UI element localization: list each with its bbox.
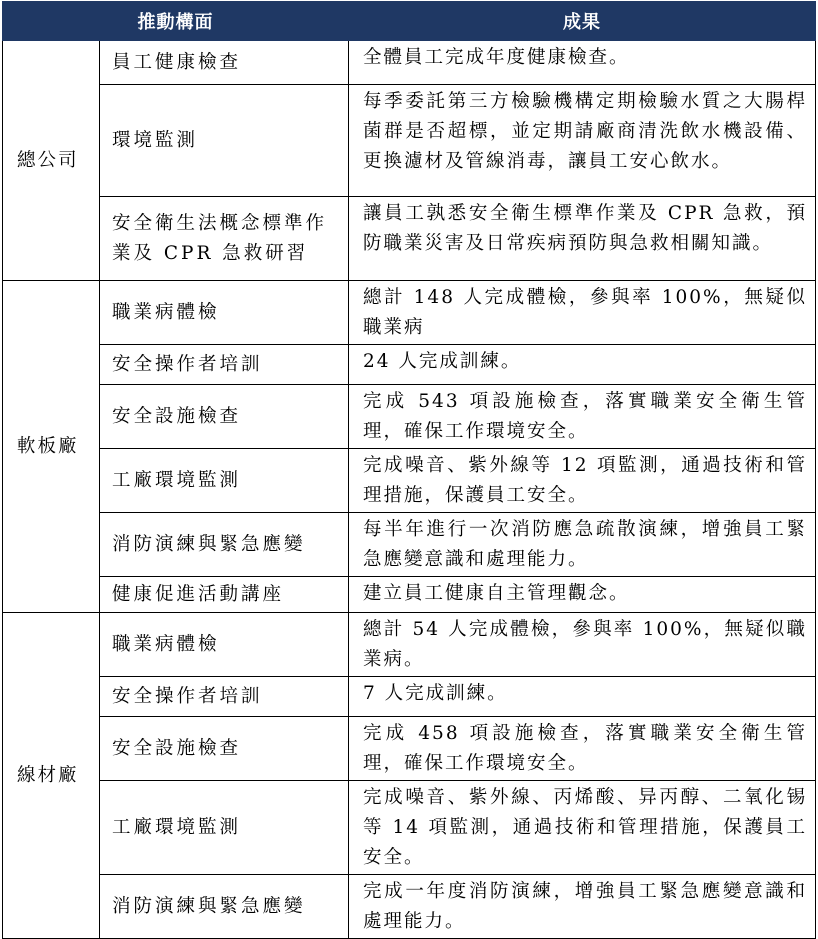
aspect-cell: 健康促進活動講座 — [100, 577, 349, 613]
table-row — [3, 613, 816, 677]
table-row — [3, 385, 816, 449]
result-cell: 建立員工健康自主管理觀念。 — [349, 577, 816, 613]
result-cell: 每季委託第三方檢驗機構定期檢驗水質之大腸桿菌群是否超標，並定期請廠商清洗飲水機設備、更換濾材及管線消毒，讓員工安心飲水。 — [349, 85, 816, 197]
header-aspect: 推動構面 — [3, 2, 349, 41]
result-cell: 總計 148 人完成體檢，參與率 100%，無疑似職業病 — [349, 281, 816, 345]
aspect-cell: 工廠環境監測 — [100, 449, 349, 513]
aspect-cell: 安全操作者培訓 — [100, 677, 349, 717]
aspect-cell: 安全操作者培訓 — [100, 345, 349, 385]
result-cell: 完成 543 項設施檢查，落實職業安全衛生管理，確保工作環境安全。 — [349, 385, 816, 449]
table-row — [3, 513, 816, 577]
aspect-cell: 安全設施檢查 — [100, 717, 349, 781]
result-cell: 完成一年度消防演練，增強員工緊急應變意識和處理能力。 — [349, 875, 816, 939]
table-row — [3, 875, 816, 939]
site-cell: 線材廠 — [3, 613, 100, 939]
aspect-cell: 工廠環境監測 — [100, 781, 349, 875]
aspect-cell: 職業病體檢 — [100, 281, 349, 345]
table-row — [3, 85, 816, 197]
header-row — [3, 2, 816, 41]
table-row — [3, 345, 816, 385]
aspect-cell: 員工健康檢查 — [100, 41, 349, 85]
aspect-cell: 安全設施檢查 — [100, 385, 349, 449]
result-cell: 讓員工孰悉安全衛生標準作業及 CPR 急救，預防職業災害及日常疾病預防與急救相關知識。 — [349, 197, 816, 281]
table-row — [3, 577, 816, 613]
site-cell: 軟板廠 — [3, 281, 100, 613]
result-cell: 完成噪音、紫外線、丙烯酸、异丙醇、二氧化锡等 14 項監測，通過技術和管理措施，保護員工安全。 — [349, 781, 816, 875]
result-cell: 完成噪音、紫外線等 12 項監測，通過技術和管理措施，保護員工安全。 — [349, 449, 816, 513]
table-row — [3, 781, 816, 875]
table-row — [3, 197, 816, 281]
result-cell: 總計 54 人完成體檢，參與率 100%，無疑似職業病。 — [349, 613, 816, 677]
table-row — [3, 281, 816, 345]
result-cell: 7 人完成訓練。 — [349, 677, 816, 717]
header-result: 成果 — [349, 2, 816, 41]
table-row — [3, 677, 816, 717]
result-cell: 24 人完成訓練。 — [349, 345, 816, 385]
aspect-cell: 消防演練與緊急應變 — [100, 513, 349, 577]
site-cell: 總公司 — [3, 41, 100, 281]
aspect-cell: 職業病體檢 — [100, 613, 349, 677]
result-cell: 完成 458 項設施檢查，落實職業安全衛生管理，確保工作環境安全。 — [349, 717, 816, 781]
table-row — [3, 41, 816, 85]
result-cell: 全體員工完成年度健康檢查。 — [349, 41, 816, 85]
table-row — [3, 449, 816, 513]
aspect-cell: 安全衛生法概念標準作業及 CPR 急救研習 — [100, 197, 349, 281]
aspect-cell: 環境監測 — [100, 85, 349, 197]
results-table — [2, 1, 816, 939]
aspect-cell: 消防演練與緊急應變 — [100, 875, 349, 939]
result-cell: 每半年進行一次消防應急疏散演練，增強員工緊急應變意識和處理能力。 — [349, 513, 816, 577]
table-row — [3, 717, 816, 781]
